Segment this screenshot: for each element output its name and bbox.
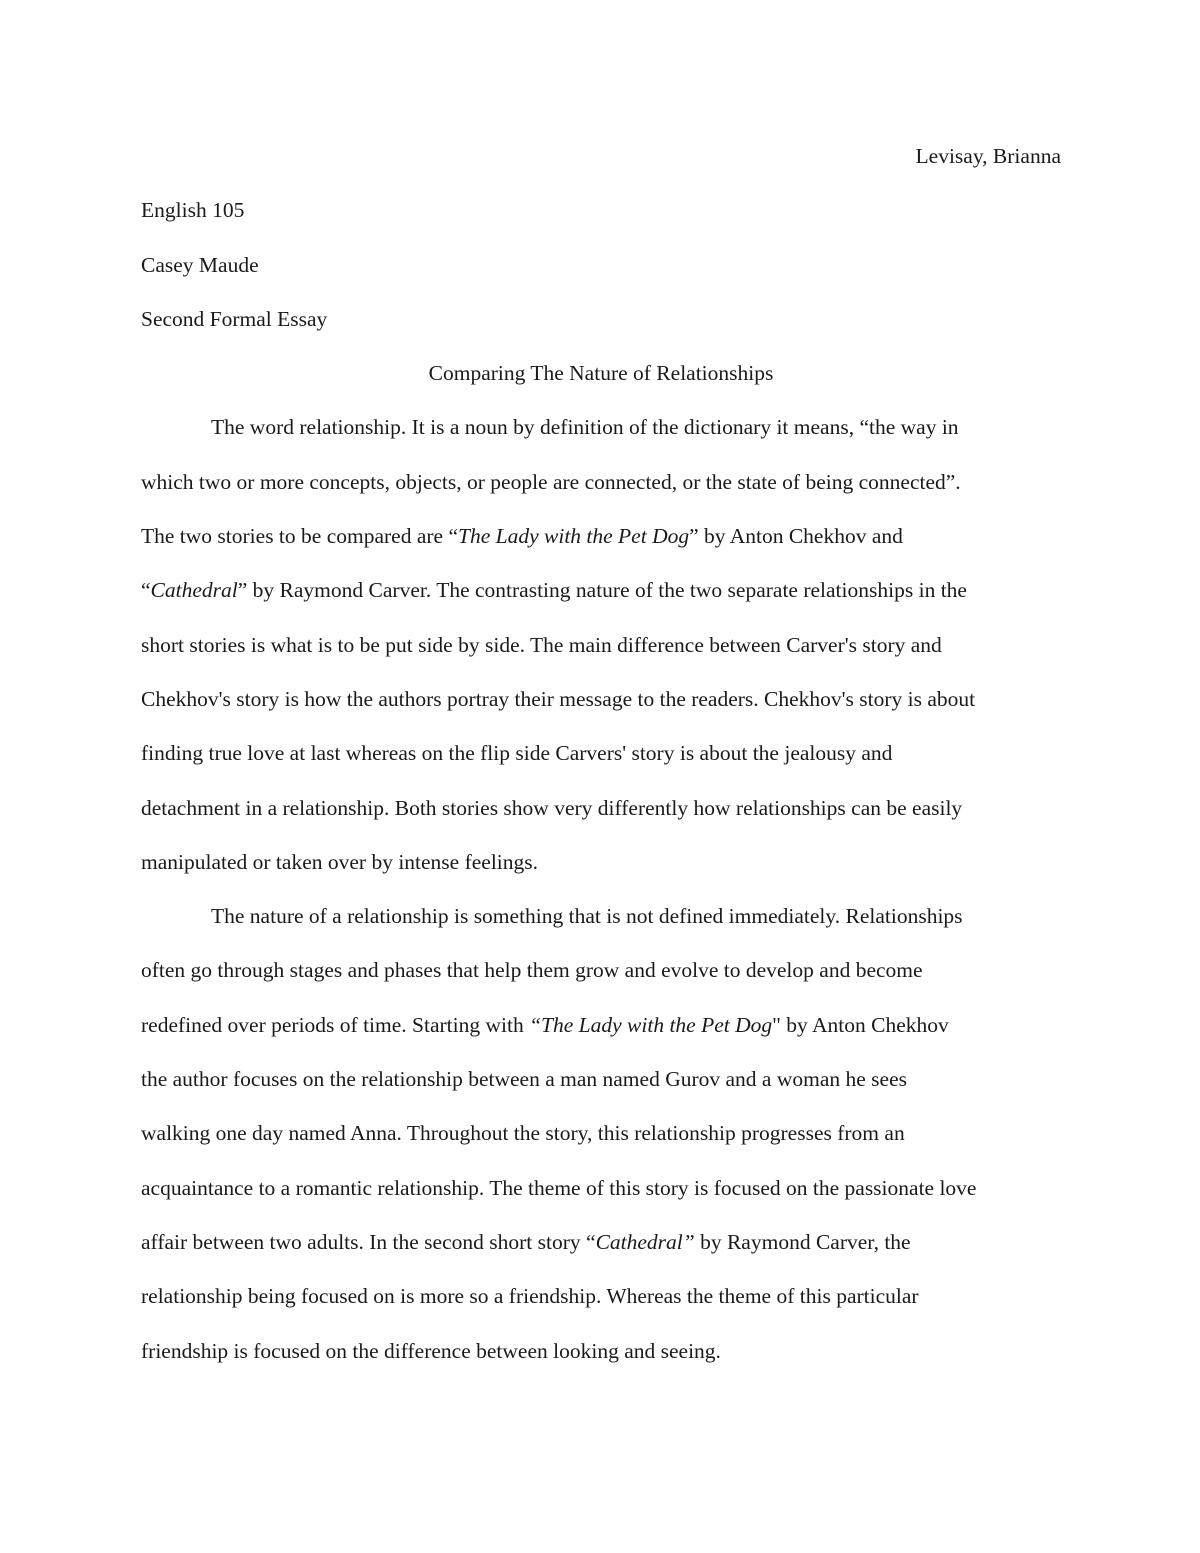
- paragraph-line: the author focuses on the relationship between a man named Gurov and a woman he sees: [141, 1067, 907, 1092]
- paragraph-line: which two or more concepts, objects, or people are connected, or the state of being connected”.: [141, 469, 961, 494]
- paragraph-line: Chekhov's story is how the authors portray their message to the readers. Chekhov's story is about: [141, 686, 976, 711]
- text-run: " by Anton Chekhov: [772, 1012, 949, 1037]
- paragraph-line: short stories is what is to be put side by side. The main difference between Carver's story and: [141, 632, 942, 657]
- essay-body: [141, 129, 1061, 1378]
- text-run: redefined over periods of time. Starting with: [141, 1012, 530, 1037]
- paragraph-line: [141, 1215, 1061, 1269]
- paragraph-line: The nature of a relationship is something that is not defined immediately. Relationships: [211, 904, 963, 929]
- story-title: Cathedral”: [595, 1229, 695, 1254]
- paragraph-line: [141, 509, 1061, 563]
- paragraph-line: finding true love at last whereas on the flip side Carvers' story is about the jealousy and: [141, 741, 893, 766]
- story-title: “The Lady with the Pet Dog: [529, 1012, 773, 1037]
- paragraph-1: [141, 400, 1061, 889]
- paragraph-line: acquaintance to a romantic relationship. The theme of this story is focused on the passionate love: [141, 1175, 977, 1200]
- instructor-name: Casey Maude: [141, 252, 259, 277]
- paragraph-line: friendship is focused on the difference between looking and seeing.: [141, 1338, 721, 1363]
- paragraph-line: relationship being focused on is more so a friendship. Whereas the theme of this particular: [141, 1284, 919, 1309]
- story-title: Cathedral: [150, 578, 238, 603]
- paragraph-line: often go through stages and phases that help them grow and evolve to develop and become: [141, 958, 923, 983]
- paragraph-line: [141, 998, 1061, 1052]
- text-run: ” by Anton Chekhov and: [689, 524, 903, 549]
- assignment-name: Second Formal Essay: [141, 306, 328, 331]
- text-run: The two stories to be compared are “: [141, 524, 458, 549]
- author-name: Levisay, Brianna: [915, 144, 1061, 168]
- text-run: by Raymond Carver, the: [694, 1229, 911, 1254]
- course-name: English 105: [141, 198, 245, 223]
- paragraph-line: [141, 563, 1061, 617]
- paragraph-2: [141, 889, 1061, 1378]
- text-run: ” by Raymond Carver. The contrasting nature of the two separate relationships in the: [237, 578, 967, 603]
- paragraph-line: detachment in a relationship. Both stories show very differently how relationships can be easily: [141, 795, 963, 820]
- paragraph-line: walking one day named Anna. Throughout the story, this relationship progresses from an: [141, 1121, 905, 1146]
- text-run: affair between two adults. In the second short story “: [141, 1229, 596, 1254]
- story-title: The Lady with the Pet Dog: [458, 524, 690, 549]
- paragraph-line: The word relationship. It is a noun by definition of the dictionary it means, “the way in: [211, 415, 959, 440]
- text-run: “: [141, 578, 151, 603]
- paragraph-line: manipulated or taken over by intense feelings.: [141, 849, 539, 874]
- essay-title: Comparing The Nature of Relationships: [428, 361, 774, 386]
